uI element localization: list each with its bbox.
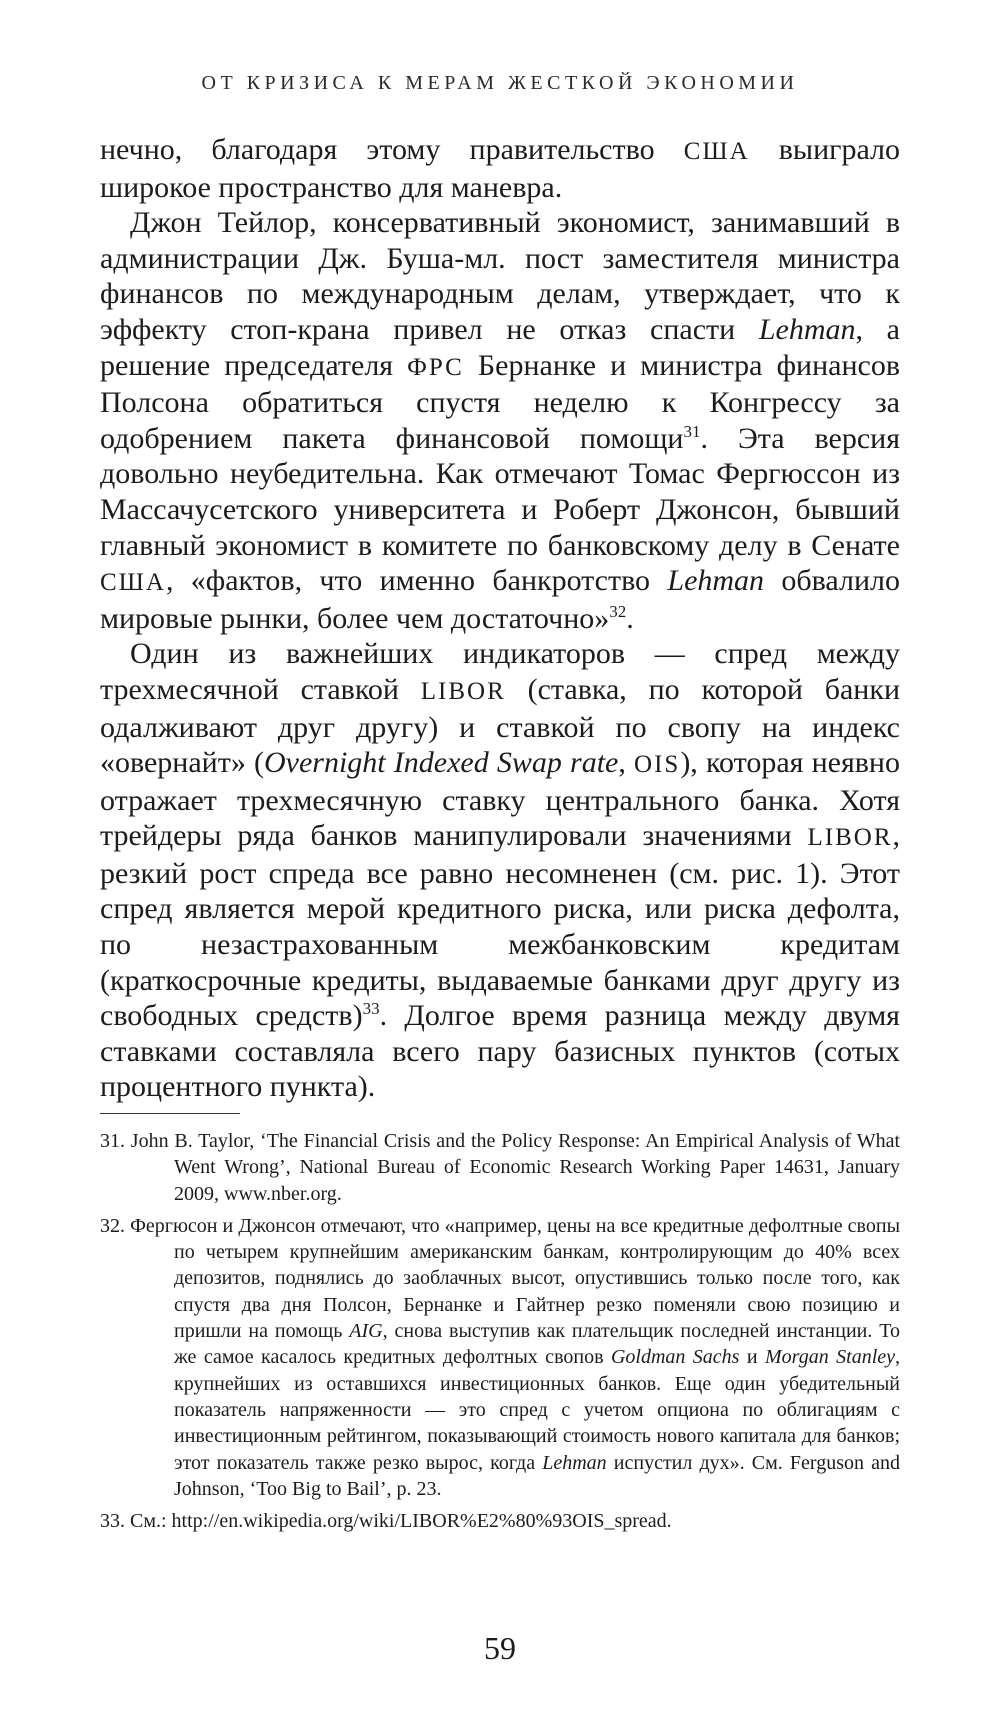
paragraph-3 [100,636,900,1105]
footnote-text: John B. Taylor, ‘The Financial Crisis and the Policy Response: An Empirical Analysis of What Went Wrong’, National Bureau of Economic Research Working Paper 14631, January 2009, www.nber.org. [130,1130,901,1205]
abbr-libor: LIBOR [420,677,506,705]
page-number: 59 [484,1630,516,1666]
paragraph-2 [100,205,900,636]
text-run: ), которая неявно отражает трехмесячную ставку центрального банка. Хотя трейдеры ряда банков манипулировали значениями [100,746,900,853]
text-run: (ставка, по которой банки одалживают друг другу) и ставкой по свопу на индекс «овернайт» ( [100,672,900,780]
italic-morgan-stanley: Morgan Stanley [765,1346,896,1369]
text-run: . Эта версия довольно неубедительна. Как отмечают Томас Фергюссон из Массачусетского университета и Роберт Джонсон, бывший главный экономист в комитете по банковскому делу в Сенате [100,421,900,562]
text-run: нечно, благодаря этому правительство [100,133,684,166]
footnote-separator [100,1113,240,1114]
italic-ois-term: Overnight Indexed Swap rate [263,746,619,780]
footnote-33 [100,1508,900,1534]
footnote-text: испустил дух». См. Ferguson and Johnson, ‘Too Big to Bail’, p. 23. [174,1451,900,1500]
abbr-ois: OIS [634,751,681,779]
footnote-31 [100,1128,900,1207]
italic-aig: AIG [349,1320,383,1343]
footnote-ref-33[interactable]: 33 [362,999,380,1019]
italic-lehman: Lehman [758,312,856,346]
italic-lehman: Lehman [667,564,765,598]
text-run: , резкий рост спреда все равно несомненен (см. рис. 1). Этот спред является мерой кредитного риска, или риска дефолта, по незастрахованным межбанковским кредитам (краткосрочные кредиты, выдаваемые банками друг другу из свободных средств) [100,819,900,1033]
text-run: . [626,601,634,635]
footnote-ref-31[interactable]: 31 [683,421,701,441]
text-run: Бернанке и министра финансов Полсона обратиться спустя неделю к Конгрессу за одобрением пакета финансовой помощи [100,348,900,455]
paragraph-1 [100,132,900,205]
italic-lehman: Lehman [542,1451,607,1474]
footnote-text: Фергюсон и Джонсон отмечают, что «например, цены на все кредитные дефолтные свопы по четырем крупнейшим американским банкам, контролирующим до 40% всех депозитов, поднялись до заоблачных высот, опустившись только после того, как спустя два дня Полсон, Бернанке и Гайтнер резко поменяли свою позицию и пришли на помощь [130,1214,901,1343]
text-run: Один из важнейших индикаторов — спред между трехмесячной ставкой [100,637,900,706]
footnote-number: 33. [100,1510,125,1533]
text-run: . Долгое время разница между двумя ставками составляла всего пару базисных пунктов (сотых процентного пункта). [100,999,900,1104]
footnote-number: 31. [100,1130,125,1152]
abbr-usa: США [683,138,750,165]
abbr-frs: ФРС [407,353,464,381]
text-run: , [618,746,635,780]
text-run: , а решение председателя [100,312,900,382]
text-run: выиграло широкое пространство для маневра. [100,133,900,204]
footnote-text: , снова выступив как плательщик последней инстанции. То же самое касалось кредитных дефолтных свопов [174,1320,900,1369]
running-head: ОТ КРИЗИСА К МЕРАМ ЖЕСТКОЙ ЭКОНОМИИ [201,72,799,94]
abbr-usa: США [100,569,166,597]
footnote-text: , крупнейших из оставшихся инвестиционных банков. Еще один убедительный показатель напряженности — это спред с учетом опциона по облигациям с инвестиционным рейтингом, показывающий стоимость нового капитала для банков; этот показатель также резко вырос, когда [174,1346,901,1474]
footnote-ref-32[interactable]: 32 [609,601,627,621]
footnote-number: 32. [100,1214,125,1237]
footnotes [100,1128,900,1540]
abbr-libor: LIBOR [807,824,893,852]
text-run: обвалило мировые рынки, более чем достаточно» [100,564,901,635]
main-text [100,132,900,1105]
text-run: Джон Тейлор, консервативный экономист, занимавший в администрации Дж. Буша-мл. пост заместителя министра финансов по международным делам, утверждает, что к эффекту стоп-крана привел не отказ спасти [100,206,900,346]
footnote-32 [100,1213,900,1502]
italic-goldman-sachs: Goldman Sachs [610,1346,740,1369]
text-run: , «фактов, что именно банкротство [165,564,668,598]
footnote-link-text[interactable]: См.: http://en.wikipedia.org/wiki/LIBOR%E2%80%93OIS_spread. [130,1510,672,1533]
footnote-text: и [739,1346,766,1369]
